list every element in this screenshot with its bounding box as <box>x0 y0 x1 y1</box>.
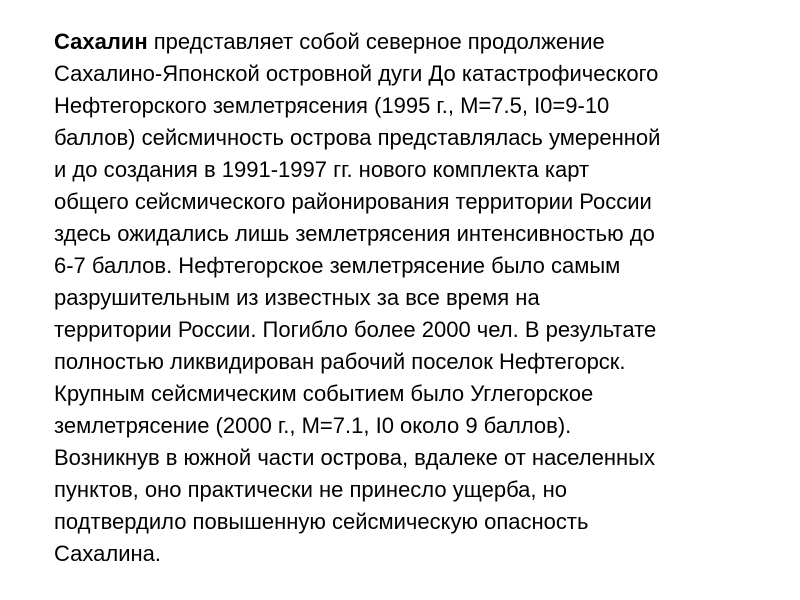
text-line-4: баллов) сейсмичность острова представлялась умеренной <box>54 125 661 150</box>
text-line-15: пунктов, оно практически не принесло ущерба, но <box>54 477 568 502</box>
text-line-17: Сахалина. <box>54 541 161 566</box>
text-line-2: Сахалино-Японской островной дуги До катастрофического <box>54 61 659 86</box>
text-line-6: общего сейсмического районирования территории России <box>54 189 652 214</box>
body-paragraph <box>54 26 794 570</box>
text-line-14: Возникнув в южной части острова, вдалеке от населенных <box>54 445 655 470</box>
bold-term: Сахалин <box>54 29 148 54</box>
text-line-16: подтвердило повышенную сейсмическую опасность <box>54 509 589 534</box>
text-line-10: территории России. Погибло более 2000 чел. В результате <box>54 317 657 342</box>
text-line-9: разрушительным из известных за все время на <box>54 285 540 310</box>
text-line-5: и до создания в 1991-1997 гг. нового комплекта карт <box>54 157 590 182</box>
text-line-13: землетрясение (2000 г., М=7.1, I0 около 9 баллов). <box>54 413 572 438</box>
text-line-11: полностью ликвидирован рабочий поселок Нефтегорск. <box>54 349 626 374</box>
text-line-3: Нефтегорского землетрясения (1995 г., М=7.5, I0=9-10 <box>54 93 610 118</box>
text-line-8: 6-7 баллов. Нефтегорское землетрясение было самым <box>54 253 621 278</box>
text-line-12: Крупным сейсмическим событием было Углегорское <box>54 381 594 406</box>
text-line-7: здесь ожидались лишь землетрясения интенсивностью до <box>54 221 655 246</box>
text-line-1-rest: представляет собой северное продолжение <box>147 29 605 54</box>
text-line-1 <box>54 26 794 58</box>
